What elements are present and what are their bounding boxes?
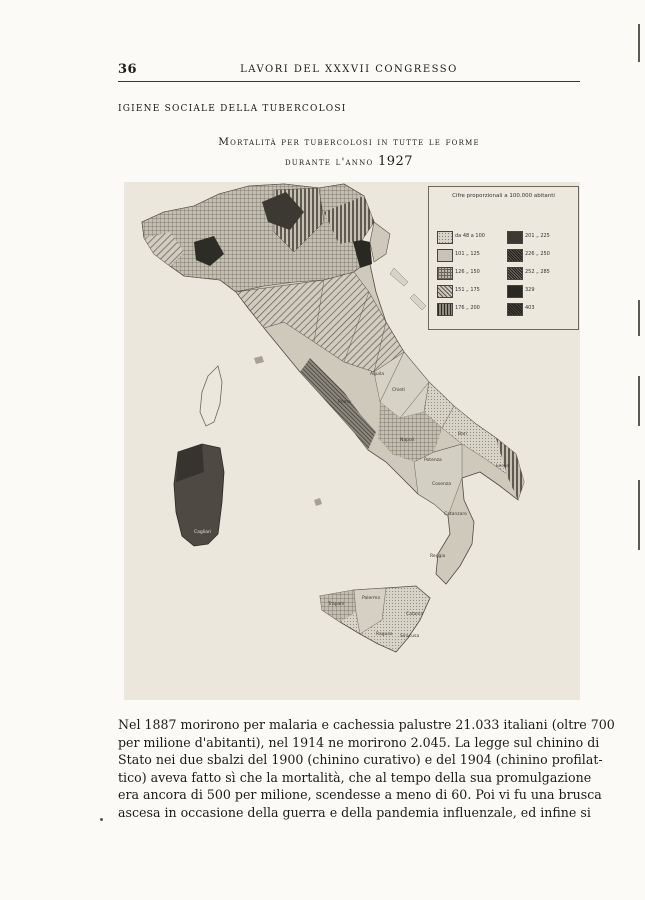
legend-swatch: [507, 267, 523, 280]
figure-title-year: 1927: [377, 154, 414, 169]
legend-item: [437, 249, 503, 261]
city-label: Reggio: [430, 554, 446, 559]
margin-mark: [638, 480, 640, 550]
legend-swatch: [507, 303, 523, 316]
city-label: Siracusa: [400, 634, 420, 639]
legend-swatch: [507, 249, 523, 262]
tuberculosis-map-figure: [124, 182, 580, 700]
island-elba: [254, 356, 264, 364]
legend-swatch: [437, 249, 453, 262]
body-paragraph: [118, 716, 615, 822]
city-label: Roma: [338, 400, 351, 405]
city-label: Ragusa: [376, 632, 393, 637]
legend-label: 176 „ 200: [455, 305, 480, 311]
island-2: [410, 294, 426, 310]
body-line: ascesa in occasione della guerra e della pandemia influenzale, ed infine si: [118, 804, 591, 820]
figure-title-line1: [118, 136, 580, 148]
margin-mark: [638, 300, 640, 336]
section-heading: IGIENE SOCIALE DELLA TUBERCOLOSI: [118, 104, 347, 114]
margin-dot: [100, 818, 103, 821]
header-rule: [118, 81, 580, 82]
legend-title: Cifre proporzionali a 100.000 abitanti: [452, 193, 555, 199]
running-head: [118, 62, 580, 80]
city-label: Chieti: [392, 388, 406, 393]
legend-label: 226 „ 250: [525, 251, 550, 257]
city-label: Lecce: [496, 464, 509, 469]
margin-mark: [638, 24, 640, 62]
legend-label: 126 „ 150: [455, 269, 480, 275]
island-small: [314, 498, 322, 506]
body-line: Stato nei due sbalzi del 1900 (chinino curativo) e del 1904 (chinino profilat-: [118, 752, 603, 768]
legend-item: [437, 303, 503, 315]
legend-label: 151 „ 175: [455, 287, 480, 293]
legend-item: [437, 231, 503, 243]
legend-swatch: [437, 231, 453, 244]
figure-title-text: Mortalità per tubercolosi in tutte le forme: [218, 136, 480, 148]
legend-item: [507, 249, 573, 261]
city-label: Catania: [406, 612, 424, 617]
city-label: Catanzaro: [444, 512, 467, 517]
page-number: 36: [118, 62, 138, 77]
running-title: LAVORI DEL XXXVII CONGRESSO: [240, 64, 458, 75]
city-label: Trapani: [328, 602, 345, 607]
city-label: Cagliari: [194, 530, 212, 535]
figure-title-prefix: durante l'anno: [284, 156, 374, 168]
body-line: era ancora di 500 per milione, scendesse a meno di 60. Poi vi fu una brusca: [118, 787, 602, 803]
map-legend: [428, 186, 579, 330]
istria: [370, 222, 390, 262]
corsica: [200, 366, 222, 426]
body-line: Nel 1887 morirono per malaria e cachessia palustre 21.033 italiani (oltre 700: [118, 717, 615, 732]
city-label: Cosenza: [432, 482, 451, 487]
margin-mark: [638, 376, 640, 426]
legend-swatch: [437, 267, 453, 280]
legend-item: [507, 267, 573, 279]
legend-label: da 48 a 100: [455, 233, 485, 239]
city-label: Palermo: [362, 596, 381, 601]
legend-label: 329: [525, 287, 535, 293]
legend-item: [437, 267, 503, 279]
legend-swatch: [507, 231, 523, 244]
legend-swatch: [437, 303, 453, 316]
city-label: Bari: [458, 432, 467, 437]
legend-item: [437, 285, 503, 297]
body-line: per milione d'abitanti), nel 1914 ne morirono 2.045. La legge sul chinino di: [118, 734, 600, 750]
legend-label: 101 „ 125: [455, 251, 480, 257]
city-label: Napoli: [400, 438, 415, 443]
city-label: Aquila: [370, 372, 384, 377]
legend-swatch: [437, 285, 453, 298]
legend-item: [507, 303, 573, 315]
legend-item: [507, 231, 573, 243]
legend-label: 201 „ 225: [525, 233, 550, 239]
legend-label: 403: [525, 305, 535, 311]
legend-item: [507, 285, 573, 297]
island-1: [390, 268, 408, 286]
legend-swatch: [507, 285, 523, 298]
figure-title-line2: [118, 154, 580, 169]
body-line: tico) aveva fatto sì che la mortalità, che al tempo della sua promulgazione: [118, 769, 592, 785]
legend-label: 252 „ 285: [525, 269, 550, 275]
city-label: Potenza: [424, 458, 442, 463]
